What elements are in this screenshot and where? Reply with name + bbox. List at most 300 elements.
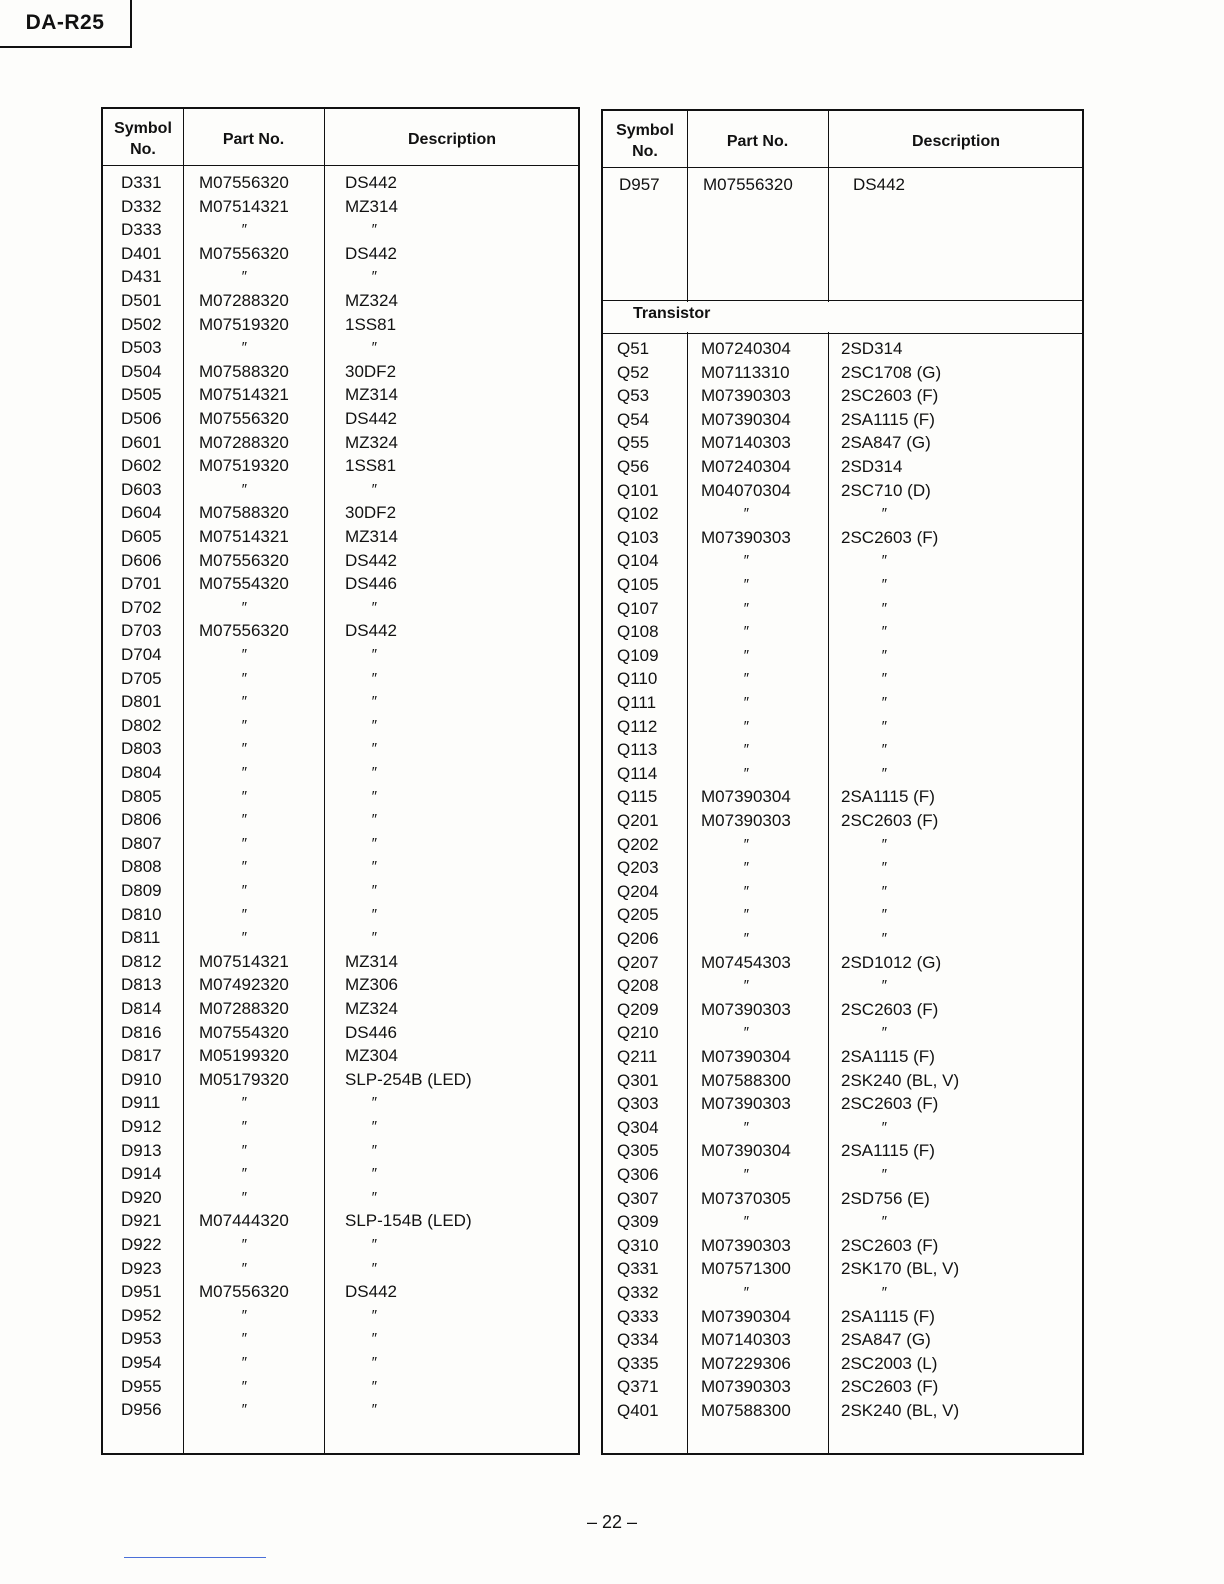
part-no-cell: ″ xyxy=(241,339,247,357)
part-no-cell: ″ xyxy=(743,1166,749,1183)
header-symbol-line2: No. xyxy=(130,141,156,158)
description-cell: ″ xyxy=(881,741,887,759)
description-cell: ″ xyxy=(881,552,887,570)
description-cell: ″ xyxy=(371,740,377,758)
symbol-cell: D922 xyxy=(121,1235,162,1254)
symbol-cell: Q115 xyxy=(617,787,658,807)
symbol-cell: Q51 xyxy=(617,339,650,358)
table-row xyxy=(603,785,1082,809)
symbol-cell: Q105 xyxy=(617,575,659,594)
table-row xyxy=(603,431,1082,455)
table-row xyxy=(603,833,1082,857)
description-cell: 2SC2603 (F) xyxy=(841,999,939,1019)
table-row xyxy=(103,549,578,573)
description-cell: ″ xyxy=(371,1401,377,1419)
description-cell: ″ xyxy=(881,717,887,735)
description-cell: ″ xyxy=(881,1213,887,1231)
symbol-cell: D921 xyxy=(121,1211,162,1231)
symbol-cell: D503 xyxy=(121,338,162,358)
symbol-cell: D431 xyxy=(121,267,162,287)
description-cell: 2SK240 (BL, V) xyxy=(841,1070,960,1090)
description-cell: ″ xyxy=(371,598,377,616)
symbol-cell: Q209 xyxy=(617,999,659,1019)
part-no-cell: ″ xyxy=(241,598,247,616)
part-no-cell: ″ xyxy=(241,811,247,829)
symbol-cell: D810 xyxy=(121,904,162,924)
table-row xyxy=(603,1116,1082,1140)
table-row xyxy=(603,1163,1082,1187)
footer-rule xyxy=(124,1557,266,1558)
symbol-cell: D333 xyxy=(121,220,162,240)
part-no-cell: ″ xyxy=(241,221,247,239)
header-description: Description xyxy=(407,130,496,148)
part-no-cell: M07444320 xyxy=(199,1211,289,1231)
symbol-cell: D704 xyxy=(121,645,162,664)
symbol-cell: D814 xyxy=(121,999,162,1018)
symbol-cell: D506 xyxy=(121,409,162,428)
symbol-cell: Q303 xyxy=(617,1094,659,1114)
symbol-cell: D954 xyxy=(121,1353,162,1372)
description-cell: 2SC2603 (F) xyxy=(841,527,939,547)
symbol-cell: D332 xyxy=(121,196,162,216)
symbol-cell: Q332 xyxy=(617,1283,659,1302)
symbol-cell: Q103 xyxy=(617,527,659,547)
table-row xyxy=(103,1091,578,1115)
description-cell: ″ xyxy=(371,1118,377,1135)
table-row xyxy=(103,525,578,549)
table-row xyxy=(603,479,1082,503)
description-cell: 2SA1115 (F) xyxy=(841,409,935,429)
table-row xyxy=(603,384,1082,408)
symbol-cell: Q401 xyxy=(617,1401,659,1420)
part-no-cell: ″ xyxy=(241,858,247,876)
description-cell: ″ xyxy=(371,693,377,711)
header-part-no: Part No. xyxy=(222,130,285,148)
symbol-cell: Q201 xyxy=(617,811,659,830)
symbol-cell: D401 xyxy=(121,243,162,263)
description-cell: SLP-154B (LED) xyxy=(345,1211,472,1231)
symbol-cell: D811 xyxy=(121,928,161,948)
symbol-cell: D952 xyxy=(121,1305,162,1325)
description-cell: 2SA1115 (F) xyxy=(841,1141,935,1161)
description-cell: ″ xyxy=(881,882,887,900)
diode-transistor-parts-table-right xyxy=(601,109,1084,1455)
description-cell: ″ xyxy=(881,1118,887,1136)
symbol-cell: D604 xyxy=(121,503,162,523)
table-row xyxy=(603,526,1082,550)
table-row xyxy=(103,1233,578,1257)
symbol-cell: Q207 xyxy=(617,952,659,972)
symbol-cell: D911 xyxy=(121,1093,161,1113)
description-cell: MZ304 xyxy=(345,1046,398,1066)
description-cell: ″ xyxy=(371,1188,377,1206)
part-no-cell: M07390304 xyxy=(701,787,791,807)
table-row xyxy=(603,903,1082,927)
symbol-cell: D702 xyxy=(121,597,162,617)
part-no-cell: M07390303 xyxy=(701,1377,791,1397)
symbol-cell: Q53 xyxy=(617,386,650,406)
description-cell: ″ xyxy=(371,339,377,357)
table-row xyxy=(603,1257,1082,1281)
part-no-cell: M07390303 xyxy=(701,999,791,1019)
part-no-cell: ″ xyxy=(241,693,247,711)
table-row xyxy=(103,714,578,738)
part-no-cell: ″ xyxy=(743,694,749,711)
table-row xyxy=(603,1045,1082,1069)
table-row xyxy=(603,408,1082,432)
part-no-cell: ″ xyxy=(743,882,749,900)
part-no-cell: ″ xyxy=(241,716,247,734)
header-symbol-no xyxy=(603,115,687,167)
part-no-cell: M07556320 xyxy=(703,175,793,194)
symbol-cell: Q114 xyxy=(617,763,658,783)
description-cell: ″ xyxy=(881,646,887,664)
symbol-cell: D808 xyxy=(121,857,162,877)
part-no-cell: M07554320 xyxy=(199,574,289,594)
symbol-cell: D912 xyxy=(121,1117,162,1136)
part-no-cell: ″ xyxy=(743,505,749,523)
description-cell: ″ xyxy=(881,1024,887,1042)
symbol-cell: D803 xyxy=(121,739,162,759)
description-cell: ″ xyxy=(881,835,887,853)
table-row xyxy=(603,1375,1082,1399)
part-no-cell: M07588300 xyxy=(701,1401,791,1420)
header-symbol-line2: No. xyxy=(632,143,658,160)
description-cell: DS442 xyxy=(853,175,905,194)
description-cell: 2SC710 (D) xyxy=(841,480,931,500)
part-no-cell: M07514321 xyxy=(199,951,289,971)
symbol-cell: D331 xyxy=(121,173,162,192)
table-row xyxy=(103,383,578,407)
symbol-cell: Q113 xyxy=(617,740,658,760)
table-row xyxy=(603,455,1082,479)
part-no-cell: M07390303 xyxy=(701,386,791,406)
description-cell: DS442 xyxy=(345,1282,397,1302)
part-no-cell: M07390304 xyxy=(701,1047,791,1066)
table-row xyxy=(103,832,578,856)
symbol-cell: Q110 xyxy=(617,669,658,689)
description-cell: 2SA1115 (F) xyxy=(841,1047,935,1066)
part-no-cell: ″ xyxy=(241,740,247,758)
table-row xyxy=(103,360,578,384)
symbol-cell: D502 xyxy=(121,314,162,334)
description-cell: ″ xyxy=(881,623,887,641)
part-no-cell: ″ xyxy=(241,1354,247,1371)
symbol-cell: D951 xyxy=(121,1282,162,1302)
part-no-cell: M07588320 xyxy=(199,503,289,523)
symbol-cell: D501 xyxy=(121,291,162,310)
table-row xyxy=(103,1186,578,1210)
table-row xyxy=(603,502,1082,526)
part-no-cell: ″ xyxy=(241,268,247,286)
header-description: Description xyxy=(911,132,1000,150)
description-cell: ″ xyxy=(881,694,887,711)
description-cell: DS442 xyxy=(345,550,397,570)
part-no-cell: M07554320 xyxy=(199,1022,289,1042)
symbol-cell: Q335 xyxy=(617,1353,659,1373)
table-row xyxy=(103,785,578,809)
part-no-cell: ″ xyxy=(241,1141,247,1159)
part-no-cell: ″ xyxy=(241,1259,247,1277)
part-no-cell: M07140303 xyxy=(701,1330,791,1350)
symbol-cell: Q301 xyxy=(617,1070,659,1090)
part-no-cell: ″ xyxy=(241,929,247,947)
table-row xyxy=(603,361,1082,385)
symbol-cell: Q333 xyxy=(617,1306,659,1326)
description-cell: DS446 xyxy=(345,1022,397,1042)
symbol-cell: D807 xyxy=(121,833,162,853)
table-row xyxy=(103,336,578,360)
description-cell: ″ xyxy=(371,716,377,734)
part-no-cell: ″ xyxy=(241,1377,247,1395)
symbol-cell: D701 xyxy=(121,574,162,594)
symbol-cell: D804 xyxy=(121,763,162,782)
symbol-cell: Q306 xyxy=(617,1165,659,1184)
part-no-cell: ″ xyxy=(743,646,749,664)
part-no-cell: ″ xyxy=(743,835,749,853)
description-cell: 2SC2003 (L) xyxy=(841,1353,938,1373)
table-row xyxy=(603,927,1082,951)
table-row xyxy=(103,407,578,431)
description-cell: ″ xyxy=(881,859,887,877)
table-row xyxy=(103,289,578,313)
description-cell: 2SK170 (BL, V) xyxy=(841,1259,960,1279)
description-cell: 2SC1708 (G) xyxy=(841,362,942,382)
part-no-cell: M07514321 xyxy=(199,196,289,216)
description-cell: DS442 xyxy=(345,243,397,263)
part-no-cell: M07390303 xyxy=(701,1094,791,1114)
part-no-cell: M07556320 xyxy=(199,173,289,192)
description-cell: MZ324 xyxy=(345,999,398,1018)
header-divider xyxy=(603,167,1082,168)
symbol-cell: D601 xyxy=(121,432,162,452)
part-no-cell: M07113310 xyxy=(701,362,790,382)
part-no-cell: M07556320 xyxy=(199,1282,289,1302)
symbol-cell: Q54 xyxy=(617,409,650,429)
part-no-cell: ″ xyxy=(743,1284,749,1301)
part-no-cell: M07240304 xyxy=(701,457,791,476)
symbol-cell: Q102 xyxy=(617,504,659,524)
symbol-cell: D957 xyxy=(619,175,660,194)
symbol-cell: Q310 xyxy=(617,1235,659,1255)
header-symbol-no xyxy=(103,113,183,165)
description-cell: ″ xyxy=(371,1165,377,1183)
description-cell: MZ306 xyxy=(345,975,398,995)
description-cell: 2SA847 (G) xyxy=(841,433,931,453)
description-cell: MZ314 xyxy=(345,196,398,216)
symbol-cell: D504 xyxy=(121,361,162,381)
symbol-cell: D801 xyxy=(121,692,162,712)
part-no-cell: ″ xyxy=(743,1213,749,1231)
header-symbol-line1: Symbol xyxy=(114,120,172,137)
description-cell: ″ xyxy=(371,1306,377,1324)
part-no-cell: ″ xyxy=(241,834,247,852)
symbol-cell: D910 xyxy=(121,1069,162,1089)
part-no-cell: M07390303 xyxy=(701,527,791,547)
part-no-cell: M07571300 xyxy=(701,1259,791,1279)
table-row xyxy=(103,1351,578,1375)
symbol-cell: Q206 xyxy=(617,929,659,948)
symbol-cell: D603 xyxy=(121,479,162,499)
table-row xyxy=(603,1069,1082,1093)
symbol-cell: Q52 xyxy=(617,362,650,382)
description-cell: 2SD314 xyxy=(841,457,903,476)
table-row xyxy=(603,1234,1082,1258)
description-cell: 2SD314 xyxy=(841,339,903,358)
table-row xyxy=(103,926,578,950)
symbol-cell: D605 xyxy=(121,527,162,546)
table-row xyxy=(103,879,578,903)
description-cell: ″ xyxy=(371,1330,377,1348)
table-row xyxy=(103,1162,578,1186)
description-cell: 2SD1012 (G) xyxy=(841,952,942,972)
part-no-cell: M07390304 xyxy=(701,409,791,429)
table-row xyxy=(603,856,1082,880)
table-row xyxy=(103,195,578,219)
symbol-cell: D809 xyxy=(121,881,162,900)
table-row xyxy=(103,1327,578,1351)
part-no-cell: ″ xyxy=(743,717,749,735)
table-row xyxy=(103,313,578,337)
part-no-cell: M07140303 xyxy=(701,433,791,453)
part-no-cell: ″ xyxy=(241,1118,247,1135)
description-cell: MZ314 xyxy=(345,951,398,971)
part-no-cell: M04070304 xyxy=(701,480,791,500)
description-cell: ″ xyxy=(371,811,377,829)
description-cell: ″ xyxy=(371,480,377,498)
part-no-cell: ″ xyxy=(241,882,247,899)
description-cell: ″ xyxy=(371,905,377,923)
symbol-cell: D813 xyxy=(121,975,162,995)
table-row xyxy=(603,620,1082,644)
part-no-cell: ″ xyxy=(743,1024,749,1042)
description-cell: 30DF2 xyxy=(345,361,397,381)
table-row xyxy=(103,596,578,620)
table-row xyxy=(103,761,578,785)
symbol-cell: D802 xyxy=(121,715,162,735)
table-row xyxy=(103,619,578,643)
symbol-cell: Q211 xyxy=(617,1047,658,1066)
symbol-cell: D805 xyxy=(121,786,162,806)
symbol-cell: Q309 xyxy=(617,1212,659,1232)
part-no-cell: ″ xyxy=(743,552,749,570)
part-no-cell: ″ xyxy=(241,1306,247,1324)
table-row xyxy=(103,808,578,832)
part-no-cell: ″ xyxy=(743,576,749,593)
table-row xyxy=(603,738,1082,762)
symbol-cell: D953 xyxy=(121,1329,162,1349)
description-cell: 2SC2603 (F) xyxy=(841,1235,939,1255)
symbol-cell: Q334 xyxy=(617,1330,659,1350)
symbol-cell: D703 xyxy=(121,621,162,641)
part-no-cell: M07588320 xyxy=(199,361,289,381)
description-cell: ″ xyxy=(371,221,377,239)
table-row xyxy=(103,690,578,714)
part-no-cell: M07556320 xyxy=(199,550,289,570)
diode-parts-table-left xyxy=(101,107,580,1455)
symbol-cell: D923 xyxy=(121,1258,162,1278)
table-row xyxy=(103,1375,578,1399)
part-no-cell: M07370305 xyxy=(701,1188,791,1208)
part-no-cell: ″ xyxy=(241,1165,247,1183)
table-row xyxy=(603,573,1082,597)
part-no-cell: ″ xyxy=(241,1188,247,1206)
table-row xyxy=(103,501,578,525)
symbol-cell: Q111 xyxy=(617,693,657,712)
table-row xyxy=(103,1044,578,1068)
part-no-cell: ″ xyxy=(743,599,749,617)
part-no-cell: ″ xyxy=(743,930,749,947)
table-row xyxy=(603,1305,1082,1329)
table-row xyxy=(103,950,578,974)
description-cell: ″ xyxy=(371,834,377,852)
table-row xyxy=(103,431,578,455)
part-no-cell: ″ xyxy=(241,669,247,687)
part-no-cell: ″ xyxy=(241,1330,247,1348)
part-no-cell: M07514321 xyxy=(199,527,289,546)
description-cell: MZ314 xyxy=(345,527,398,546)
part-no-cell: M07514321 xyxy=(199,385,289,405)
part-no-cell: ″ xyxy=(241,1236,247,1253)
part-no-cell: M07390303 xyxy=(701,1235,791,1255)
description-cell: ″ xyxy=(371,764,377,781)
description-cell: MZ324 xyxy=(345,432,398,452)
description-cell: ″ xyxy=(881,930,887,947)
table-row xyxy=(103,478,578,502)
part-no-cell: M07492320 xyxy=(199,975,289,995)
table-row xyxy=(103,997,578,1021)
description-cell: ″ xyxy=(881,1166,887,1183)
description-cell: 2SA1115 (F) xyxy=(841,1306,935,1326)
table-row xyxy=(103,1304,578,1328)
part-no-cell: ″ xyxy=(241,764,247,781)
table-row xyxy=(103,1280,578,1304)
part-no-cell: ″ xyxy=(241,905,247,923)
description-cell: 2SA1115 (F) xyxy=(841,787,935,807)
symbol-cell: D606 xyxy=(121,550,162,570)
description-cell: ″ xyxy=(881,505,887,523)
symbol-cell: Q202 xyxy=(617,834,659,854)
table-row xyxy=(103,737,578,761)
table-row xyxy=(103,218,578,242)
symbol-cell: D705 xyxy=(121,668,162,688)
description-cell: DS442 xyxy=(345,621,397,641)
symbol-cell: Q55 xyxy=(617,433,650,453)
part-no-cell: M07288320 xyxy=(199,291,289,310)
part-no-cell: ″ xyxy=(743,764,749,782)
description-cell: 2SK240 (BL, V) xyxy=(841,1401,960,1420)
part-no-cell: M07288320 xyxy=(199,999,289,1018)
description-cell: ″ xyxy=(881,599,887,617)
part-no-cell: M07556320 xyxy=(199,243,289,263)
part-no-cell: M07229306 xyxy=(701,1353,791,1373)
table-row xyxy=(103,1398,578,1422)
symbol-cell: D920 xyxy=(121,1187,162,1207)
symbol-cell: D913 xyxy=(121,1140,162,1160)
part-no-cell: ″ xyxy=(241,1401,247,1419)
part-no-cell: M07556320 xyxy=(199,621,289,641)
description-cell: ″ xyxy=(881,906,887,924)
symbol-cell: Q104 xyxy=(617,551,659,571)
description-cell: 30DF2 xyxy=(345,503,397,523)
description-cell: 2SC2603 (F) xyxy=(841,811,939,830)
part-no-cell: ″ xyxy=(743,859,749,877)
table-row xyxy=(103,903,578,927)
table-row xyxy=(103,572,578,596)
table-row xyxy=(103,1068,578,1092)
description-cell: 1SS81 xyxy=(345,314,397,334)
description-cell: ″ xyxy=(881,764,887,782)
